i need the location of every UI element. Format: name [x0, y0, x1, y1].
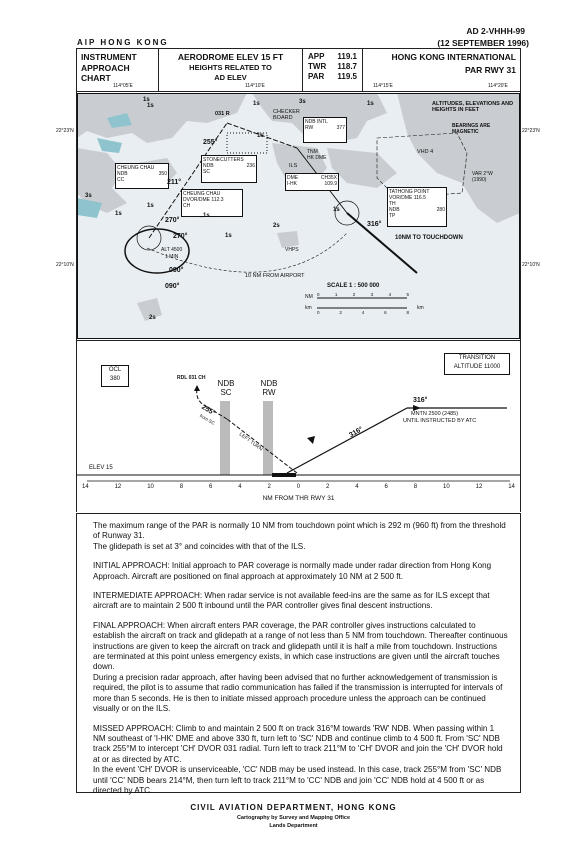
lat-label-1-right: 22°23'N: [522, 128, 540, 134]
ils-dme-box: DME CH35X I-HK 109.9: [285, 173, 339, 191]
elev-line1: AERODROME ELEV 15 FT: [177, 52, 284, 62]
missed-approach-alt-text: In the event 'CH' DVOR is unserviceable, 'CC' NDB may be used instead. In this case, track 255°M from 'SC' NDB until 'CC' NDB bears 214°M, then turn left to track 211°M to 'CC' NDB and join 'CC' NDB hold at 4 500 ft or as directed by ATC.: [93, 765, 502, 795]
final-approach-text: FINAL APPROACH: When aircraft enters PAR coverage, the PAR controller gives instructions calculated to establish the aircraft on track and glidepath at a range of not less than 5 NM from touchdown. Thereafter continuous instructions are given to keep the aircraft on track and glidepath until it is half a mile from touchdown. Instructions are terminated at this point unless emergency exists, in which case instructions are given until the aircraft touches down.: [93, 620, 508, 672]
transition-altitude-box: TRANSITION ALTITUDE 11000: [444, 353, 510, 375]
spot-height: 1s: [333, 207, 340, 213]
spot-height: 1s: [115, 211, 122, 217]
land-island-2: [277, 231, 299, 248]
frequency-list: [303, 48, 363, 91]
km-scale-ticks: 0 2 4 6 8: [317, 310, 409, 315]
km-scale-label: km: [305, 305, 312, 311]
var-note: VAR 2°W (1990): [472, 171, 493, 183]
vhd-label: VHD 4: [417, 149, 434, 155]
heading-270-a: 270°: [165, 217, 180, 224]
ils-label: ILS: [289, 163, 298, 169]
ndb-intl-box: NDB INTL RW 377: [303, 117, 347, 143]
profile-heading-255: 255°: [200, 403, 217, 418]
rdl-label: RDL 031 CH: [177, 375, 206, 381]
spot-height: 3s: [85, 193, 92, 199]
airport-name: HONG KONG INTERNATIONAL: [391, 52, 516, 62]
profile-heading-316-a: 316°: [413, 397, 428, 404]
chart-type-line2: APPROACH: [81, 62, 130, 73]
missed-arrow: [194, 385, 200, 391]
title-bar: [76, 48, 521, 92]
cheung-chau-ndb-box: CHEUNG CHAU NDB 350 CC: [115, 163, 169, 189]
shoal-1: [97, 138, 122, 153]
par-range-text: The maximum range of the PAR is normally 10 NM from touchdown point which is 292 m (960 ft) from the threshold of Runway 31.: [93, 521, 506, 541]
nm-scale-ticks: 0 1 2 3 4 5: [317, 292, 409, 297]
glidepath-316: [287, 408, 407, 473]
glidepath-arrow: [307, 436, 315, 444]
scale-label: SCALE 1 : 500 000: [327, 283, 380, 289]
lon-label-3: 114°15'E: [373, 83, 393, 89]
ndb-sc-column: [220, 401, 230, 475]
freq-par: PAR 119.5: [308, 72, 357, 81]
vhps-label: VHPS: [285, 247, 299, 253]
checker-board-label: CHECKER BOARD: [273, 109, 300, 121]
spot-height: 1s: [203, 213, 210, 219]
chart-type-line3: CHART: [81, 73, 111, 83]
aerodrome-elevation: [159, 48, 303, 91]
heading-270-b: 270°: [173, 233, 188, 240]
spot-height: 1s: [225, 233, 232, 239]
footer-department: Lands Department: [269, 823, 318, 829]
km-unit-label: km: [417, 305, 424, 311]
ndb-rw-label: NDB RW: [260, 379, 278, 397]
tnm-label: TNM HK DME: [307, 149, 327, 161]
lat-label-2: 22°10'N: [56, 262, 74, 268]
ocl-box: OCL 380: [101, 365, 129, 387]
publication-date: (12 SEPTEMBER 1996): [437, 38, 529, 48]
ndb-sc-label: NDB SC: [217, 379, 235, 397]
profile-view: [77, 340, 520, 513]
radial-031-label: 031 R: [215, 111, 230, 117]
spot-height: 2s: [273, 223, 280, 229]
ten-nm-touchdown-label: 10NM TO TOUCHDOWN: [395, 235, 463, 241]
cheung-chau-dvor-box: CHEUNG CHAU DVOR/DME 112.3 CH: [181, 189, 243, 217]
spot-height: 1s: [147, 103, 154, 109]
runway-bar: [272, 473, 296, 477]
bearings-note: BEARINGS ARE MAGNETIC: [452, 123, 491, 135]
procedure-name: PAR RWY 31: [464, 64, 516, 75]
spot-height: 3s: [299, 99, 306, 105]
hold-altitude: ALT 4500: [161, 247, 183, 253]
land-mass-nw: [77, 93, 247, 143]
footer-authority: CIVIL AVIATION DEPARTMENT, HONG KONG: [190, 803, 397, 812]
spot-height: 1s: [367, 101, 374, 107]
spot-height: 2s: [149, 315, 156, 321]
spot-height: 1s: [147, 203, 154, 209]
hold-time: 1 MIN: [165, 254, 179, 260]
ten-nm-airport-label: 10 NM FROM AIRPORT: [245, 273, 305, 279]
left-turn-label: LEFT TURN: [237, 431, 264, 453]
axis-ticks: 14 12 10 8 6 4 2 0 2 4 6 8 10 12 14: [82, 484, 515, 490]
procedure-text: [76, 513, 521, 793]
elev-line2: HEIGHTS RELATED TO: [189, 62, 272, 72]
heading-090-b: 090°: [165, 283, 180, 290]
from-sc-label: from SC: [198, 413, 216, 426]
plan-view-map: [77, 83, 520, 339]
lon-label-1: 114°05'E: [113, 83, 133, 89]
glidepath-text: The glidepath is set at 3° and coincides with that of the ILS.: [93, 541, 306, 551]
spot-height: 1s: [253, 101, 260, 107]
profile-heading-316-b: 316°: [348, 425, 365, 440]
mntn-line2: UNTIL INSTRUCTED BY ATC: [403, 418, 477, 424]
heading-211: 211°: [167, 179, 182, 186]
ndb-rw-column: [263, 401, 273, 475]
initial-approach-text: INITIAL APPROACH: Initial approach to PAR coverage is normally made under radar direction from Hong Kong Approach. Aircraft are positioned on final approach at approximately 10 NM at 2 500 ft.: [93, 561, 492, 581]
intermediate-approach-text: INTERMEDIATE APPROACH: When radar service is not available feed-ins are the same as for ILS except that aircraft are to maintain 2 500 ft inbound until the PAR controller gives final descent instructions.: [93, 591, 490, 611]
publication-name: AIP HONG KONG: [77, 38, 169, 47]
lon-label-2: 114°10'E: [245, 83, 265, 89]
page-code: AD 2-VHHH-99: [466, 26, 525, 36]
spot-height: 1s: [143, 97, 150, 103]
freq-app: APP 119.1: [308, 52, 357, 61]
tathong-point-box: TATHONG POINT VOR/DME 116.5 TH NDB 280 TP: [387, 187, 447, 227]
heading-090-a: 090°: [169, 267, 184, 274]
lat-label-1: 22°23'N: [56, 128, 74, 134]
stonecutters-ndb-box: STONECUTTERS NDB 236 SC: [201, 155, 257, 183]
nm-scale-label: NM: [305, 294, 313, 300]
heading-255: 255°: [203, 139, 218, 146]
spot-height: 1s: [257, 133, 264, 139]
precision-radar-text: During a precision radar approach, after having been advised that no further acknowledgement of transmission is required, the pilot is to assume that radio communication has failed if the transmission is interrupted for intervals of more than 5 seconds. He is then to initiate missed approach procedure unless the approach can be continued visually or on the ILS.: [93, 672, 503, 714]
heading-316: 316°: [367, 221, 382, 228]
chart-type-line1: INSTRUMENT: [81, 52, 137, 62]
elev-line3: AD ELEV: [214, 73, 247, 82]
footer-cartography: Cartography by Survey and Mapping Office: [236, 815, 351, 821]
lon-label-4: 114°20'E: [488, 83, 508, 89]
mntn-line1: MNTN 2500 (2485): [411, 411, 459, 417]
elev-label: ELEV 15: [89, 465, 113, 471]
missed-approach-text: MISSED APPROACH: Climb to and maintain 2 500 ft on track 316°M towards 'RW' NDB. When passing within 1 NM southeast of 'I-HK' DME and above 330 ft, turn left to 'SC' NDB and continue climb to 4 500 ft. From 'SC' NDB track 255°M to intercept 'CH' DVOR 031 radial. Turn left to track 211°M to 'CH' DVOR and join the 'CH' DVOR hold at or as directed by ATC.: [93, 723, 503, 764]
lat-label-2-right: 22°10'N: [522, 262, 540, 268]
altitudes-note: ALTITUDES, ELEVATIONS AND HEIGHTS IN FEET: [432, 101, 514, 113]
axis-label: NM FROM THR RWY 31: [262, 495, 335, 502]
freq-twr: TWR 118.7: [308, 62, 357, 71]
